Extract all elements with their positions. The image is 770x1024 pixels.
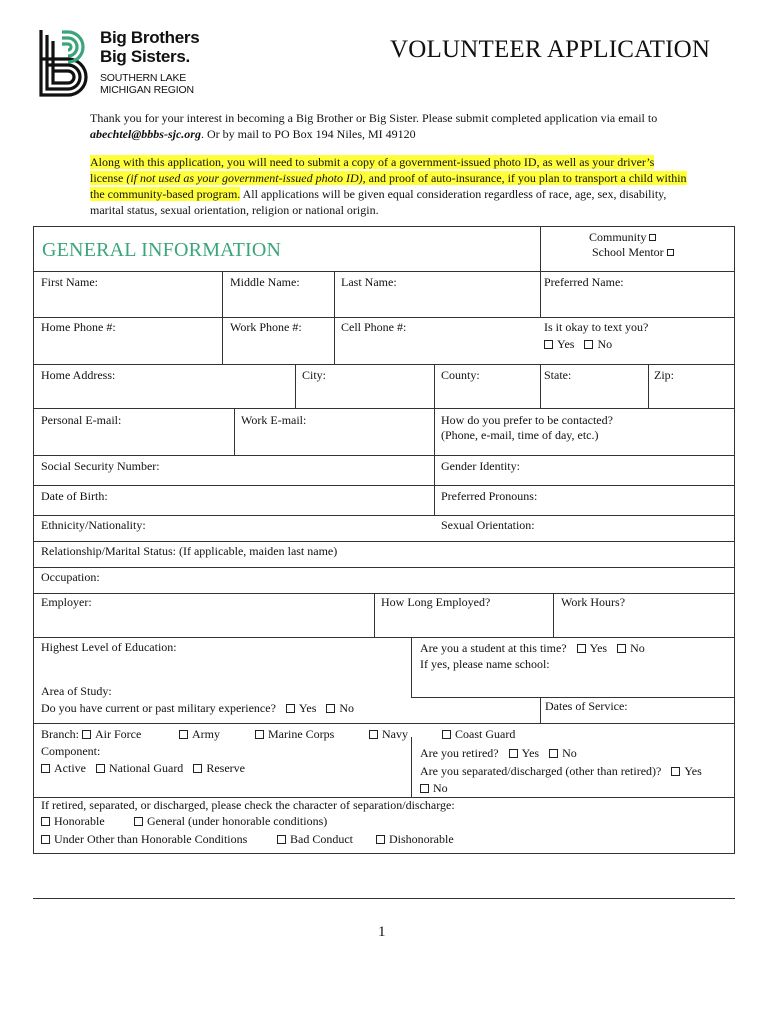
orientation-field[interactable]: Sexual Orientation:: [441, 518, 535, 532]
row-divider: [34, 515, 734, 516]
col-divider: [434, 408, 435, 515]
pronouns-field[interactable]: Preferred Pronouns:: [441, 489, 538, 503]
reserve-label: Reserve: [206, 761, 245, 775]
bbbs-logo-icon: [38, 28, 94, 98]
requirements-note: [90, 154, 690, 218]
row-divider: [34, 317, 542, 318]
intro-paragraph: [90, 110, 690, 142]
row-divider: [34, 408, 734, 409]
gender-identity-field[interactable]: Gender Identity:: [441, 459, 520, 473]
home-address-field[interactable]: Home Address:: [41, 368, 116, 382]
col-divider: [411, 637, 412, 697]
component-options: [41, 760, 245, 776]
row-divider: [34, 567, 734, 568]
branch-row: [41, 726, 141, 742]
dishonorable-label: Dishonorable: [389, 832, 454, 846]
col-divider: [540, 271, 541, 317]
separation-row-2: [41, 831, 247, 847]
bad-conduct-option: [277, 831, 353, 847]
footer-divider: [33, 898, 735, 899]
bad-conduct-label: Bad Conduct: [290, 832, 353, 846]
student-no-label: No: [630, 641, 645, 655]
state-field[interactable]: State:: [544, 368, 572, 382]
ssn-field[interactable]: Social Security Number:: [41, 459, 160, 473]
general-checkbox[interactable]: [134, 817, 143, 826]
marine-option: [255, 726, 334, 742]
col-divider: [540, 227, 541, 271]
dob-field[interactable]: Date of Birth:: [41, 489, 108, 503]
student-yes-checkbox[interactable]: [577, 644, 586, 653]
row-divider: [34, 364, 734, 365]
ethnicity-field[interactable]: Ethnicity/Nationality:: [41, 518, 146, 532]
row-divider: [34, 485, 734, 486]
coast-guard-option: [442, 726, 515, 742]
student-yes-label: Yes: [589, 641, 608, 655]
navy-checkbox[interactable]: [369, 730, 378, 739]
program-school-option[interactable]: [592, 244, 674, 260]
row-divider: [34, 637, 734, 638]
intro-text-1: Thank you for your interest in becoming a Big Brother or Big Sister. Please submit completed application via email to: [90, 111, 658, 125]
text-no-checkbox[interactable]: [584, 340, 593, 349]
general-option: [134, 813, 327, 829]
retired-no-label: No: [562, 746, 577, 760]
work-hours-field[interactable]: Work Hours?: [561, 595, 626, 609]
dates-of-service-field[interactable]: Dates of Service:: [545, 699, 628, 713]
retired-question-label: Are you retired?: [420, 746, 499, 760]
logo-line-1: Big Brothers: [100, 28, 200, 47]
separated-no-label: No: [433, 781, 448, 795]
retired-yes-checkbox[interactable]: [509, 749, 518, 758]
col-divider: [648, 364, 649, 408]
note-highlight-3: , and proof of auto-insurance, if you plan to transport a child within the community-based program.: [90, 171, 687, 201]
dishonorable-checkbox[interactable]: [376, 835, 385, 844]
note-rest: All applications will be given equal consideration regardless of race, age, sex, disability, marital status, sexual orientation, religion or national origin.: [90, 187, 667, 217]
occupation-field[interactable]: Occupation:: [41, 570, 100, 584]
student-no-checkbox[interactable]: [617, 644, 626, 653]
separation-question: If retired, separated, or discharged, please check the character of separation/discharge:: [41, 798, 455, 812]
honorable-checkbox[interactable]: [41, 817, 50, 826]
col-divider: [334, 271, 335, 364]
intro-text-2: . Or by mail to PO Box 194 Niles, MI 49120: [200, 127, 416, 141]
col-divider: [553, 593, 554, 637]
military-yes-checkbox[interactable]: [286, 704, 295, 713]
page-number: 1: [378, 924, 386, 940]
row-divider: [34, 271, 734, 272]
col-divider: [411, 737, 412, 797]
last-name-field[interactable]: Last Name:: [341, 275, 397, 289]
how-long-employed-field[interactable]: How Long Employed?: [381, 595, 491, 609]
col-divider: [540, 364, 541, 408]
air-force-checkbox[interactable]: [82, 730, 91, 739]
separated-yes-label: Yes: [684, 764, 702, 778]
section-title: GENERAL INFORMATION: [42, 239, 282, 261]
cell-phone-field[interactable]: Cell Phone #:: [341, 320, 407, 334]
retired-question: [420, 745, 577, 761]
military-yes-label: Yes: [298, 701, 317, 715]
separated-question: [420, 763, 702, 779]
logo-line-2: Big Sisters.: [100, 47, 190, 66]
col-divider: [374, 593, 375, 637]
col-divider: [540, 697, 541, 723]
school-mentor-checkbox[interactable]: [667, 249, 674, 256]
contact-email-link[interactable]: abechtel@bbbs-sjc.org: [90, 127, 201, 141]
retired-yes-label: Yes: [521, 746, 540, 760]
student-question: [420, 640, 645, 656]
marital-status-field[interactable]: Relationship/Marital Status: (If applicable, maiden last name): [41, 544, 338, 558]
employer-field[interactable]: Employer:: [41, 595, 92, 609]
coast-guard-checkbox[interactable]: [442, 730, 451, 739]
personal-email-field[interactable]: Personal E-mail:: [41, 413, 122, 427]
program-community-label: Community: [589, 230, 647, 244]
zip-field[interactable]: Zip:: [654, 368, 674, 382]
active-label: Active: [54, 761, 86, 775]
army-label: Army: [192, 727, 220, 741]
military-question: [41, 700, 354, 716]
county-field[interactable]: County:: [441, 368, 480, 382]
note-highlight-2: (if not used as your government-issued photo ID): [126, 171, 363, 185]
marine-corps-label: Marine Corps: [268, 727, 335, 741]
education-field[interactable]: Highest Level of Education:: [41, 640, 177, 654]
military-no-label: No: [339, 701, 355, 715]
military-no-checkbox[interactable]: [326, 704, 335, 713]
program-community-option[interactable]: [589, 229, 656, 245]
national-guard-label: National Guard: [109, 761, 184, 775]
separated-no-checkbox[interactable]: [420, 784, 429, 793]
other-than-honorable-checkbox[interactable]: [41, 835, 50, 844]
middle-name-field[interactable]: Middle Name:: [230, 275, 300, 289]
logo-line-3: SOUTHERN LAKE: [100, 72, 187, 84]
marine-corps-checkbox[interactable]: [255, 730, 264, 739]
separated-yes-checkbox[interactable]: [671, 767, 680, 776]
text-yes-checkbox[interactable]: [544, 340, 553, 349]
area-of-study-field[interactable]: Area of Study:: [41, 684, 112, 698]
branch-label: Branch:: [41, 727, 79, 741]
student-question-label: Are you a student at this time?: [420, 641, 567, 655]
coast-guard-label: Coast Guard: [455, 727, 516, 741]
general-label: General (under honorable conditions): [147, 814, 328, 828]
row-divider: [34, 455, 734, 456]
home-phone-field[interactable]: Home Phone #:: [41, 320, 116, 334]
component-label: Component:: [41, 744, 101, 758]
logo-line-4: MICHIGAN REGION: [100, 84, 194, 96]
col-divider: [234, 408, 235, 455]
army-checkbox[interactable]: [179, 730, 188, 739]
first-name-field[interactable]: First Name:: [41, 275, 98, 289]
honorable-label: Honorable: [54, 814, 105, 828]
retired-no-checkbox[interactable]: [549, 749, 558, 758]
separation-row-1: [41, 813, 105, 829]
text-no-label: No: [597, 337, 613, 351]
col-divider: [434, 364, 435, 408]
page-title: VOLUNTEER APPLICATION: [390, 36, 711, 63]
community-checkbox[interactable]: [649, 234, 656, 241]
preferred-name-field[interactable]: Preferred Name:: [544, 275, 624, 289]
active-checkbox[interactable]: [41, 764, 50, 773]
navy-option: [369, 726, 408, 742]
row-divider: [34, 541, 734, 542]
bad-conduct-checkbox[interactable]: [277, 835, 286, 844]
navy-label: Navy: [382, 727, 408, 741]
contact-preference-hint: (Phone, e-mail, time of day, etc.): [441, 428, 599, 442]
logo-wordmark: [100, 28, 199, 96]
col-divider: [222, 271, 223, 364]
army-option: [179, 726, 220, 742]
work-email-field[interactable]: Work E-mail:: [241, 413, 307, 427]
program-school-label: School Mentor: [592, 245, 664, 259]
reserve-checkbox[interactable]: [193, 764, 202, 773]
text-yes-label: Yes: [557, 337, 575, 351]
text-ok-options: [544, 336, 612, 352]
city-field[interactable]: City:: [302, 368, 327, 382]
row-divider: [34, 723, 734, 724]
note-highlight-1: Along with this application, you will need to submit a copy of a government-issued photo ID, as well as your driver’s license: [90, 155, 655, 185]
text-ok-question: Is it okay to text you?: [544, 320, 649, 334]
military-question-label: Do you have current or past military experience?: [41, 701, 276, 715]
separated-no-option: [420, 780, 448, 796]
work-phone-field[interactable]: Work Phone #:: [230, 320, 302, 334]
row-divider: [540, 317, 734, 318]
school-name-field[interactable]: If yes, please name school:: [420, 657, 550, 671]
dishonorable-option: [376, 831, 454, 847]
other-than-honorable-label: Under Other than Honorable Conditions: [54, 832, 248, 846]
contact-preference-field[interactable]: How do you prefer to be contacted?: [441, 413, 613, 427]
air-force-label: Air Force: [95, 727, 142, 741]
national-guard-checkbox[interactable]: [96, 764, 105, 773]
separated-question-label: Are you separated/discharged (other than retired)?: [420, 764, 662, 778]
general-information-form: [33, 226, 735, 854]
col-divider: [295, 364, 296, 408]
